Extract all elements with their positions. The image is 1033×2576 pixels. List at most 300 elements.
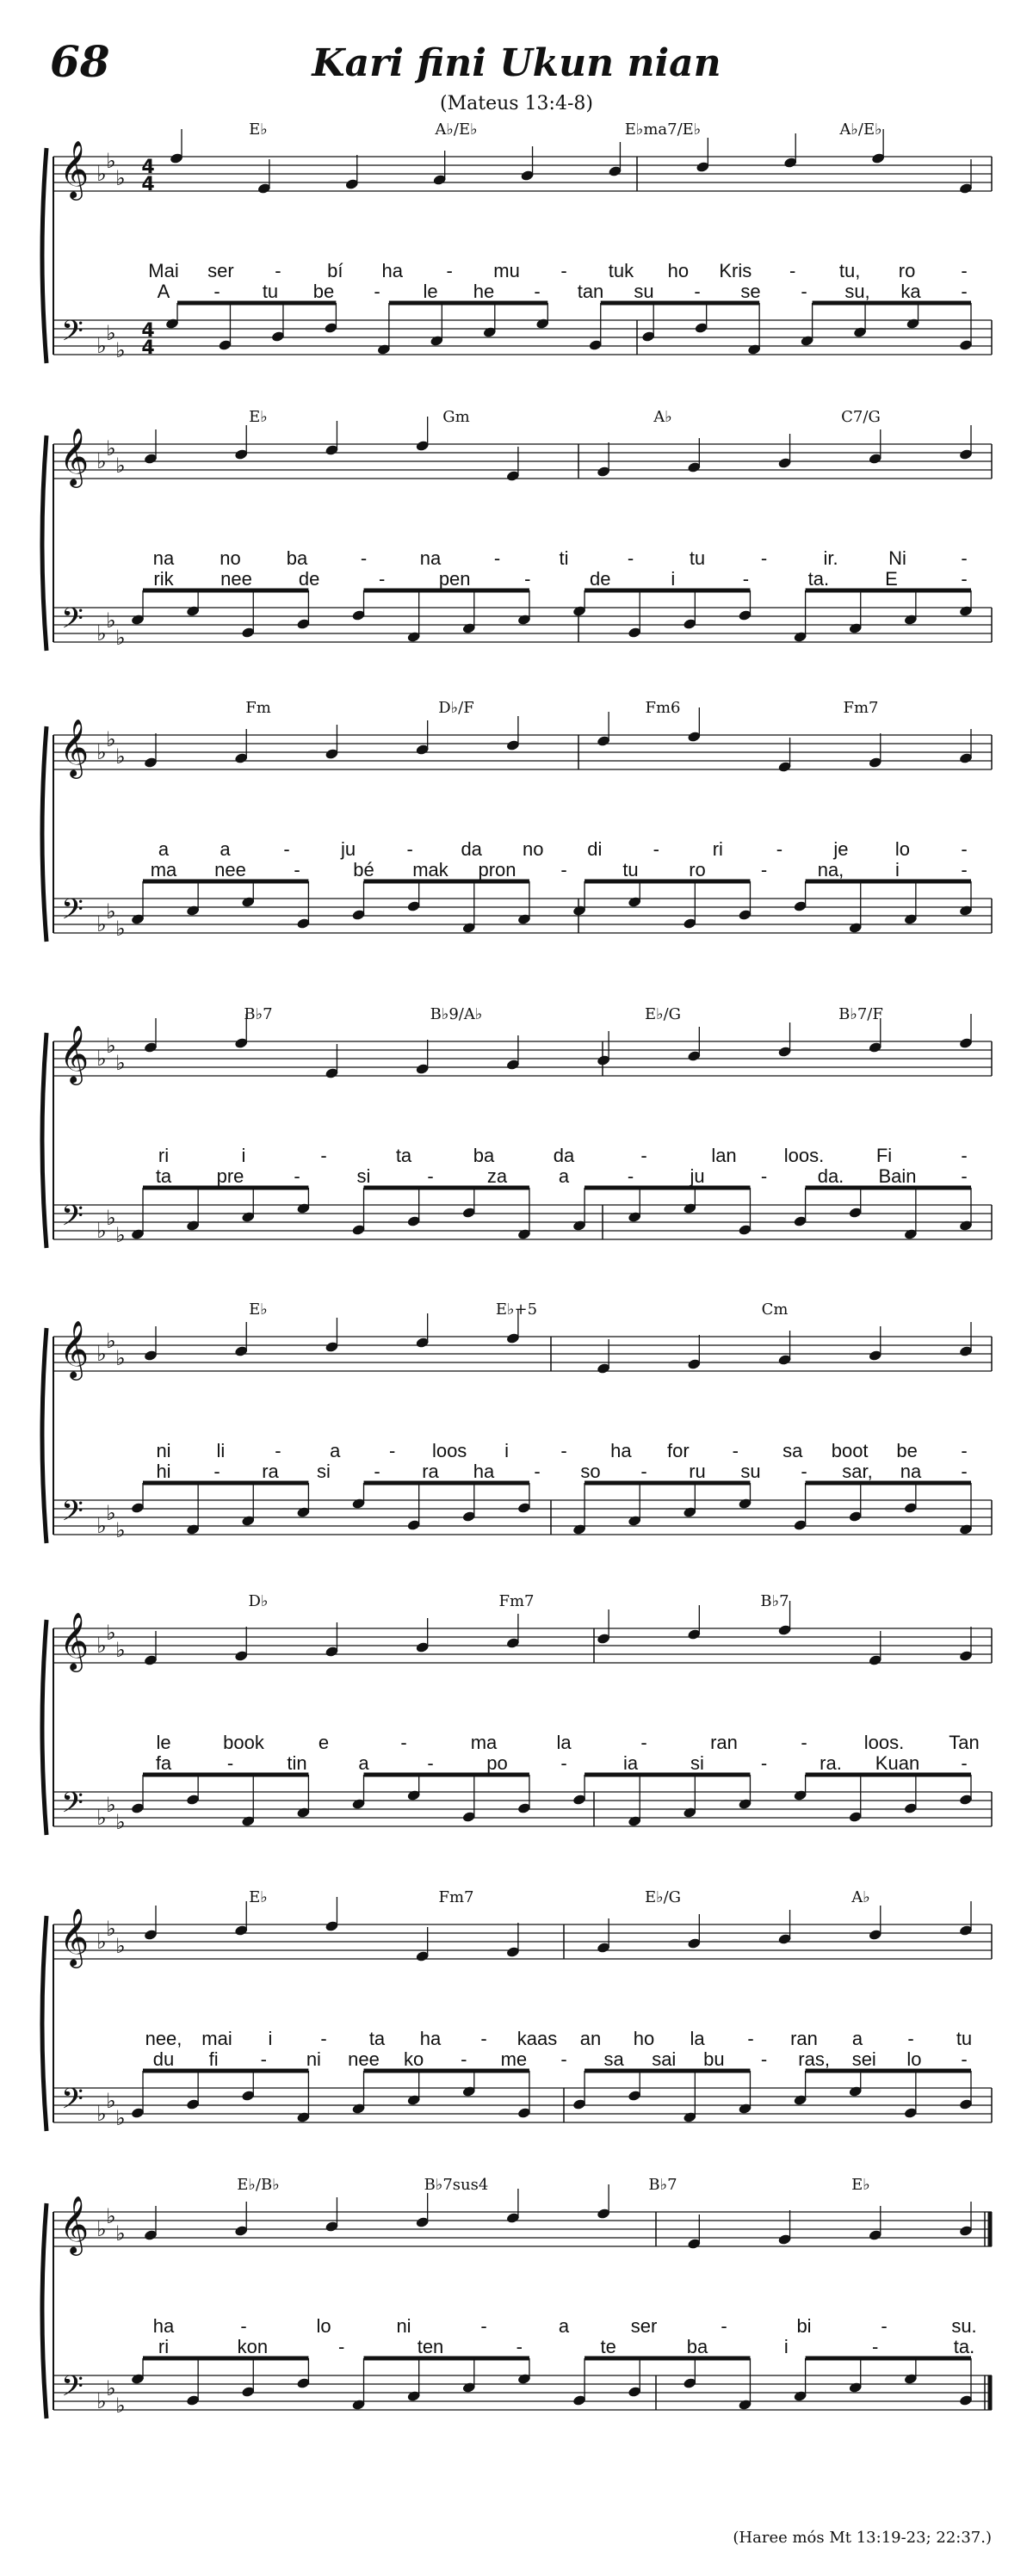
lyric-verse-1: - xyxy=(653,838,659,860)
lyric-verse-1: - xyxy=(961,1145,968,1166)
lyric-verse-2: - xyxy=(213,281,220,302)
lyric-verse-1: ran xyxy=(790,2028,818,2049)
lyric-verse-1: - xyxy=(320,2028,327,2049)
lyric-verse-2: E xyxy=(885,568,898,590)
treble-clef: 𝄞 xyxy=(59,139,90,198)
chord-symbol: Fm7 xyxy=(498,1592,535,1610)
lyric-verse-1: loos xyxy=(431,1440,467,1461)
lyric-verse-2: - xyxy=(338,2336,345,2357)
lyric-verse-1: kaas xyxy=(516,2028,558,2049)
chord-symbol: Gm xyxy=(442,408,470,426)
chord-symbol: Fm xyxy=(245,699,271,717)
lyric-verse-1: li xyxy=(216,1440,226,1461)
system-brace xyxy=(42,1916,46,2131)
lyric-verse-1: ha xyxy=(381,260,403,281)
lyric-verse-1: ri xyxy=(158,1145,170,1166)
lyric-verse-2: po xyxy=(486,1752,508,1774)
lyric-verse-1: i xyxy=(504,1440,510,1461)
lyric-verse-1: ho xyxy=(667,260,690,281)
lyric-verse-2: - xyxy=(260,2048,267,2070)
lyric-verse-1: - xyxy=(446,260,453,281)
scripture-reference: (Mateus 13:4-8) xyxy=(440,93,593,114)
lyric-verse-2: - xyxy=(294,859,300,880)
lyric-verse-2: - xyxy=(760,2048,768,2070)
lyric-verse-2: ras, xyxy=(798,2048,830,2070)
lyric-verse-1: - xyxy=(627,547,634,569)
lyric-verse-2: - xyxy=(961,1165,968,1187)
bass-key-flat: ♭ xyxy=(115,1223,126,1247)
lyric-verse-1: ran xyxy=(710,1732,738,1753)
lyric-verse-1: i xyxy=(268,2028,273,2049)
lyric-verse-1: - xyxy=(389,1440,396,1461)
treble-key-flat: ♭ xyxy=(96,1634,107,1658)
lyric-verse-2: kon xyxy=(237,2336,269,2357)
lyric-verse-1: - xyxy=(961,1440,968,1461)
treble-key-flat: ♭ xyxy=(115,744,126,769)
lyric-verse-2: - xyxy=(760,859,768,880)
lyric-verse-2: pron xyxy=(478,859,516,880)
lyric-verse-2: du xyxy=(152,2048,175,2070)
bass-key-flat: ♭ xyxy=(115,2106,126,2130)
lyric-verse-1: ser xyxy=(207,260,234,281)
lyric-verse-2: so xyxy=(580,1461,601,1482)
lyric-verse-2: - xyxy=(961,2048,968,2070)
lyric-verse-2: - xyxy=(427,1165,434,1187)
lyric-verse-2: nee xyxy=(220,568,252,590)
lyric-verse-1: - xyxy=(275,260,281,281)
lyric-verse-2: si xyxy=(690,1752,704,1774)
lyric-verse-1: ir. xyxy=(823,547,838,569)
lyric-verse-2: - xyxy=(961,568,968,590)
lyric-verse-1: la xyxy=(556,1732,572,1753)
lyric-verse-1: Kris xyxy=(719,260,752,281)
treble-clef: 𝄞 xyxy=(59,1907,90,1966)
system-brace xyxy=(42,1033,46,1248)
lyric-verse-2: nee xyxy=(348,2048,380,2070)
lyric-verse-2: - xyxy=(560,1752,567,1774)
lyric-verse-1: book xyxy=(223,1732,264,1753)
bass-key-flat: ♭ xyxy=(115,1810,126,1834)
lyric-verse-2: su xyxy=(634,281,654,302)
treble-clef: 𝄞 xyxy=(59,718,90,776)
lyric-verse-1: da xyxy=(461,838,482,860)
lyric-verse-2: fi xyxy=(208,2048,219,2070)
chord-symbol: Fm6 xyxy=(645,699,681,717)
lyric-verse-2: pen xyxy=(438,568,471,590)
lyric-verse-1: da xyxy=(553,1145,575,1166)
lyric-verse-2: de xyxy=(590,568,611,590)
lyric-verse-1: no xyxy=(522,838,544,860)
lyric-verse-2: ten xyxy=(417,2336,444,2357)
lyric-verse-2: - xyxy=(560,2048,567,2070)
lyric-verse-1: - xyxy=(760,547,768,569)
lyric-verse-1: - xyxy=(801,1732,807,1753)
lyric-verse-1: ha xyxy=(419,2028,442,2049)
treble-key-flat: ♭ xyxy=(96,1930,107,1954)
lyric-verse-1: - xyxy=(721,2315,727,2337)
lyric-verse-1: - xyxy=(275,1440,281,1461)
lyric-verse-2: pre xyxy=(216,1165,244,1187)
lyric-verse-2: su xyxy=(740,1461,761,1482)
lyric-verse-2: bé xyxy=(353,859,374,880)
chord-symbol: D♭ xyxy=(248,1592,269,1610)
lyric-verse-1: bi xyxy=(796,2315,812,2337)
lyric-verse-2: ta. xyxy=(953,2336,975,2357)
lyric-verse-1: - xyxy=(283,838,290,860)
lyric-verse-2: - xyxy=(374,1461,380,1482)
lyric-verse-1: - xyxy=(961,260,968,281)
treble-clef: 𝄞 xyxy=(59,1611,90,1670)
lyric-verse-1: ha xyxy=(152,2315,175,2337)
lyric-verse-1: Ni xyxy=(888,547,906,569)
lyric-verse-2: si xyxy=(356,1165,371,1187)
lyric-verse-1: tu xyxy=(689,547,706,569)
lyric-verse-2: sar, xyxy=(842,1461,873,1482)
lyric-verse-2: a xyxy=(358,1752,369,1774)
chord-symbol: E♭ xyxy=(249,120,268,139)
treble-key-flat: ♭ xyxy=(96,740,107,764)
lyric-verse-2: tan xyxy=(577,281,604,302)
chord-symbol: B♭7sus4 xyxy=(424,2176,489,2194)
lyric-verse-1: - xyxy=(789,260,796,281)
lyric-verse-2: za xyxy=(486,1165,508,1187)
treble-key-flat: ♭ xyxy=(96,162,107,186)
lyric-verse-1: loos. xyxy=(863,1732,905,1753)
lyric-verse-2: - xyxy=(461,2048,467,2070)
lyric-verse-1: loos. xyxy=(783,1145,825,1166)
lyric-verse-2: - xyxy=(961,859,968,880)
lyric-verse-2: mak xyxy=(412,859,448,880)
system-6 xyxy=(42,1601,992,1835)
system-1 xyxy=(42,129,992,363)
lyric-verse-2: lo xyxy=(906,2048,922,2070)
bass-key-flat: ♭ xyxy=(115,338,126,362)
lyric-verse-1: su. xyxy=(951,2315,977,2337)
lyric-verse-1: i xyxy=(241,1145,246,1166)
system-5 xyxy=(42,1309,992,1543)
lyric-verse-2: te xyxy=(600,2336,616,2357)
chord-symbol: B♭9/A♭ xyxy=(430,1005,483,1023)
chord-symbol: E♭ xyxy=(851,2176,870,2194)
lyric-verse-2: ia xyxy=(622,1752,639,1774)
bass-key-flat: ♭ xyxy=(96,912,107,936)
lyric-verse-2: he xyxy=(473,281,495,302)
bass-key-flat: ♭ xyxy=(96,1219,107,1243)
system-brace xyxy=(42,1620,46,1835)
lyric-verse-2: ta xyxy=(155,1165,172,1187)
lyric-verse-1: ro xyxy=(898,260,916,281)
lyric-verse-2: fa xyxy=(155,1752,172,1774)
lyric-verse-1: ha xyxy=(610,1440,632,1461)
system-3 xyxy=(42,707,992,942)
lyric-verse-2: - xyxy=(213,1461,220,1482)
bass-key-flat: ♭ xyxy=(106,2089,116,2113)
bass-key-flat: ♭ xyxy=(96,621,107,646)
lyric-verse-2: be xyxy=(312,281,335,302)
lyric-verse-1: no xyxy=(220,547,241,569)
lyric-verse-1: - xyxy=(640,1732,647,1753)
lyric-verse-2: ha xyxy=(473,1461,495,1482)
lyric-verse-2: sei xyxy=(851,2048,876,2070)
lyric-verse-2: - xyxy=(801,1461,807,1482)
bass-clef: 𝄢 xyxy=(61,2083,84,2122)
time-signature-bottom: 4 xyxy=(141,174,155,195)
lyric-verse-1: - xyxy=(560,1440,567,1461)
lyric-verse-2: su, xyxy=(844,281,870,302)
chord-symbol: E♭/G xyxy=(644,1005,682,1023)
lyric-verse-2: na xyxy=(900,1461,922,1482)
chord-symbol: B♭7/F xyxy=(838,1005,883,1023)
lyric-verse-2: hi xyxy=(156,1461,171,1482)
lyric-verse-2: - xyxy=(872,2336,879,2357)
bass-key-flat: ♭ xyxy=(106,899,116,924)
lyric-verse-1: tu xyxy=(956,2028,973,2049)
lyric-verse-1: - xyxy=(240,2315,247,2337)
chord-symbol: Cm xyxy=(761,1300,789,1319)
lyric-verse-1: - xyxy=(961,838,968,860)
lyric-verse-2: ba xyxy=(686,2336,708,2357)
treble-key-flat: ♭ xyxy=(106,1917,116,1941)
chord-symbol: A♭/E♭ xyxy=(435,120,478,139)
treble-key-flat: ♭ xyxy=(106,1621,116,1645)
lyric-verse-2: bu xyxy=(703,2048,725,2070)
lyric-verse-1: ho xyxy=(633,2028,655,2049)
system-brace xyxy=(42,148,46,363)
lyric-verse-2: - xyxy=(760,1165,768,1187)
system-8 xyxy=(42,2184,992,2418)
treble-key-flat: ♭ xyxy=(115,1638,126,1662)
treble-key-flat: ♭ xyxy=(96,1047,107,1071)
lyric-verse-1: a xyxy=(558,2315,570,2337)
lyric-verse-2: Kuan xyxy=(875,1752,920,1774)
treble-key-flat: ♭ xyxy=(115,166,126,190)
lyric-verse-2: ri xyxy=(158,2336,170,2357)
chord-symbol: E♭/G xyxy=(644,1888,682,1906)
lyric-verse-2: sai xyxy=(652,2048,677,2070)
chord-symbol: E♭/B♭ xyxy=(237,2176,280,2194)
lyric-verse-1: lan xyxy=(711,1145,737,1166)
treble-clef: 𝄞 xyxy=(59,2195,90,2253)
lyric-verse-2: - xyxy=(294,1165,300,1187)
lyric-verse-1: for xyxy=(667,1440,690,1461)
lyric-verse-1: e xyxy=(318,1732,330,1753)
treble-clef: 𝄞 xyxy=(59,1319,90,1378)
bass-key-flat: ♭ xyxy=(106,608,116,633)
lyric-verse-1: ta xyxy=(395,1145,412,1166)
lyric-verse-2: tu xyxy=(622,859,639,880)
lyric-verse-1: - xyxy=(320,1145,327,1166)
bass-key-flat: ♭ xyxy=(115,626,126,650)
lyric-verse-2: se xyxy=(740,281,761,302)
lyric-verse-2: ni xyxy=(306,2048,321,2070)
lyric-verse-2: - xyxy=(427,1752,434,1774)
lyric-verse-1: ser xyxy=(630,2315,658,2337)
bass-key-flat: ♭ xyxy=(106,2376,116,2400)
bass-clef: 𝄢 xyxy=(61,602,84,642)
lyric-verse-2: ma xyxy=(150,859,177,880)
lyric-verse-1: sa xyxy=(782,1440,803,1461)
lyric-verse-2: a xyxy=(558,1165,570,1187)
lyric-verse-1: ri xyxy=(712,838,723,860)
lyric-verse-2: nee xyxy=(214,859,246,880)
lyric-verse-2: - xyxy=(627,1165,634,1187)
lyric-verse-2: - xyxy=(742,568,750,590)
chord-symbol: C7/G xyxy=(841,408,881,426)
lyric-verse-2: - xyxy=(961,281,968,302)
lyric-verse-1: ba xyxy=(286,547,308,569)
chord-symbol: A♭ xyxy=(851,1888,870,1906)
treble-key-flat: ♭ xyxy=(96,1342,107,1366)
lyric-verse-2: - xyxy=(378,568,386,590)
lyric-verse-1: na xyxy=(152,547,175,569)
lyric-verse-2: - xyxy=(534,1461,541,1482)
treble-key-flat: ♭ xyxy=(106,1329,116,1353)
lyric-verse-1: mu xyxy=(493,260,520,281)
lyric-verse-2: - xyxy=(560,859,567,880)
hymn-title: Kari fini Ukun nian xyxy=(312,41,721,85)
lyric-verse-2: tin xyxy=(287,1752,307,1774)
lyric-verse-1: je xyxy=(833,838,849,860)
lyric-verse-1: - xyxy=(400,1732,407,1753)
lyric-verse-2: ju xyxy=(690,1165,705,1187)
lyric-verse-1: be xyxy=(896,1440,918,1461)
lyric-verse-2: Bain xyxy=(878,1165,917,1187)
bass-key-flat: ♭ xyxy=(96,2102,107,2126)
lyric-verse-1: - xyxy=(560,260,567,281)
lyric-verse-1: ni xyxy=(156,1440,171,1461)
lyric-verse-2: ra xyxy=(262,1461,279,1482)
system-2 xyxy=(42,417,992,651)
footer-cross-reference: (Haree mós Mt 13:19-23; 22:37.) xyxy=(733,2529,992,2547)
chord-symbol: B♭7 xyxy=(760,1592,789,1610)
hymn-number: 68 xyxy=(50,36,110,87)
lyric-verse-1: - xyxy=(360,547,368,569)
lyric-verse-1: - xyxy=(406,838,413,860)
bass-key-flat: ♭ xyxy=(106,1206,116,1230)
lyric-verse-1: Fi xyxy=(875,1145,893,1166)
lyric-verse-2: ra. xyxy=(820,1752,842,1774)
chord-symbol: E♭ xyxy=(249,1888,268,1906)
treble-clef: 𝄞 xyxy=(59,427,90,485)
bass-key-flat: ♭ xyxy=(96,2389,107,2413)
lyric-verse-1: tu, xyxy=(838,260,861,281)
lyric-verse-2: - xyxy=(226,1752,234,1774)
lyric-verse-1: tuk xyxy=(608,260,634,281)
lyric-verse-2: A xyxy=(157,281,170,302)
lyric-verse-1: a xyxy=(851,2028,863,2049)
lyric-verse-1: - xyxy=(493,547,501,569)
treble-key-flat: ♭ xyxy=(115,1934,126,1958)
bass-key-flat: ♭ xyxy=(106,1793,116,1817)
time-signature-top: 4 xyxy=(141,157,155,178)
lyric-verse-2: ko xyxy=(404,2048,424,2070)
system-7 xyxy=(42,1897,992,2131)
time-signature-top: 4 xyxy=(141,320,155,342)
lyric-verse-1: Tan xyxy=(949,1732,980,1753)
treble-key-flat: ♭ xyxy=(115,1346,126,1370)
lyric-verse-2: ta. xyxy=(807,568,830,590)
lyric-verse-1: an xyxy=(579,2028,602,2049)
lyric-verse-2: ka xyxy=(900,281,921,302)
treble-key-flat: ♭ xyxy=(106,436,116,460)
lyric-verse-2: ro xyxy=(689,859,706,880)
treble-key-flat: ♭ xyxy=(115,1051,126,1075)
chord-symbol: B♭7 xyxy=(244,1005,273,1023)
lyric-verse-2: - xyxy=(760,1752,768,1774)
lyric-verse-1: ba xyxy=(473,1145,495,1166)
lyric-verse-1: ta xyxy=(368,2028,386,2049)
lyric-verse-1: mai xyxy=(201,2028,232,2049)
chord-symbol: A♭ xyxy=(653,408,672,426)
lyric-verse-1: bí xyxy=(327,260,343,281)
system-brace xyxy=(42,1328,46,1543)
lyric-verse-1: na xyxy=(419,547,442,569)
lyric-verse-1: ma xyxy=(470,1732,498,1753)
treble-key-flat: ♭ xyxy=(115,454,126,478)
lyric-verse-1: a xyxy=(220,838,231,860)
chord-symbol: E♭+5 xyxy=(495,1300,538,1319)
bass-key-flat: ♭ xyxy=(96,1806,107,1830)
lyric-verse-1: la xyxy=(690,2028,705,2049)
system-4 xyxy=(42,1014,992,1248)
lyric-verse-1: ni xyxy=(396,2315,411,2337)
lyric-verse-2: - xyxy=(524,568,531,590)
lyric-verse-2: - xyxy=(374,281,380,302)
time-signature-bottom: 4 xyxy=(141,337,155,359)
bass-clef: 𝄢 xyxy=(61,893,84,933)
lyric-verse-1: - xyxy=(480,2315,487,2337)
lyric-verse-1: - xyxy=(640,1145,647,1166)
chord-symbol: A♭/E♭ xyxy=(839,120,882,139)
chord-symbol: D♭/F xyxy=(438,699,474,717)
lyric-verse-1: ti xyxy=(559,547,569,569)
lyric-verse-1: di xyxy=(587,838,603,860)
treble-key-flat: ♭ xyxy=(106,149,116,173)
lyric-verse-2: i xyxy=(671,568,676,590)
lyric-verse-2: na, xyxy=(817,859,844,880)
chord-symbol: Fm7 xyxy=(843,699,879,717)
lyric-verse-1: a xyxy=(330,1440,341,1461)
lyric-verse-1: - xyxy=(961,547,968,569)
lyric-verse-2: i xyxy=(783,2336,789,2357)
bass-clef: 𝄢 xyxy=(61,1787,84,1826)
treble-key-flat: ♭ xyxy=(106,2204,116,2228)
chord-symbol: E♭ xyxy=(249,408,268,426)
lyric-verse-1: lo xyxy=(894,838,911,860)
lyric-verse-2: ru xyxy=(689,1461,706,1482)
chord-symbol: E♭ xyxy=(249,1300,268,1319)
lyric-verse-1: a xyxy=(158,838,170,860)
lyric-verse-1: - xyxy=(907,2028,914,2049)
treble-key-flat: ♭ xyxy=(96,2217,107,2241)
bass-clef: 𝄢 xyxy=(61,1495,84,1535)
lyric-verse-2: - xyxy=(961,1461,968,1482)
bass-key-flat: ♭ xyxy=(115,1518,126,1542)
lyric-verse-1: - xyxy=(881,2315,888,2337)
lyric-verse-2: - xyxy=(516,2336,523,2357)
lyric-verse-2: si xyxy=(317,1461,331,1482)
treble-key-flat: ♭ xyxy=(106,727,116,751)
bass-key-flat: ♭ xyxy=(96,1514,107,1538)
lyric-verse-2: sa xyxy=(603,2048,624,2070)
lyric-verse-1: nee, xyxy=(145,2028,182,2049)
bass-key-flat: ♭ xyxy=(115,917,126,941)
bass-clef: 𝄢 xyxy=(61,1200,84,1239)
lyric-verse-1: - xyxy=(480,2028,487,2049)
treble-clef: 𝄞 xyxy=(59,1024,90,1083)
lyric-verse-2: le xyxy=(423,281,438,302)
lyric-verse-1: - xyxy=(747,2028,754,2049)
